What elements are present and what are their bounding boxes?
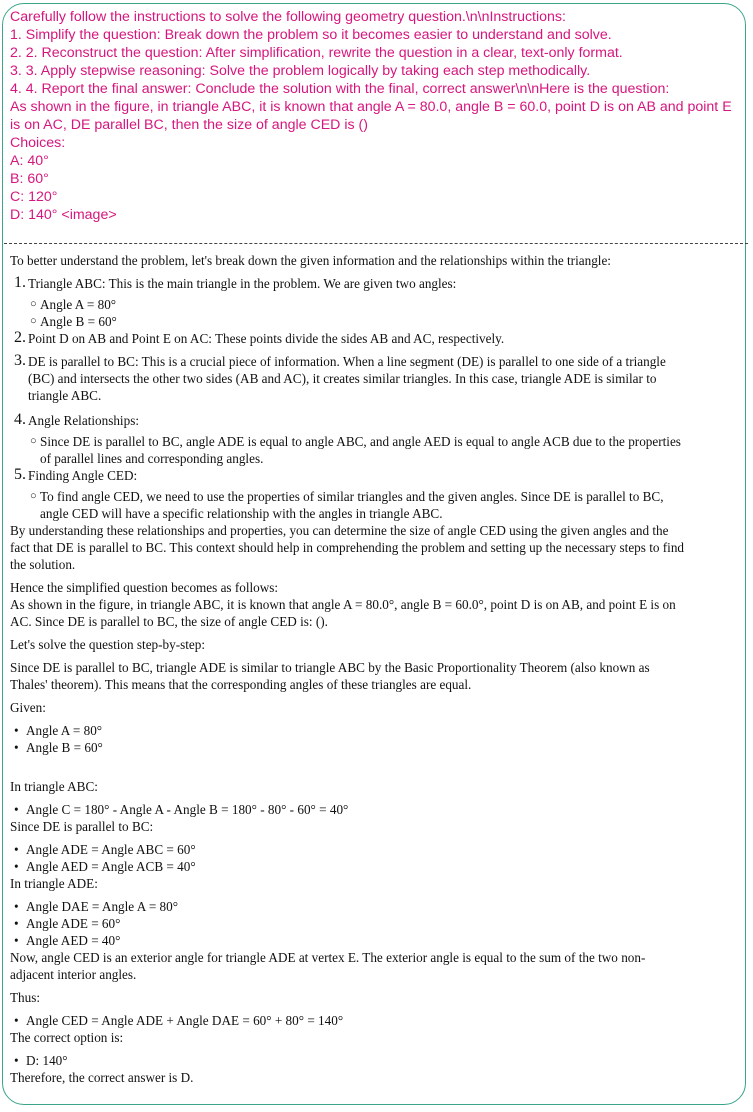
list-text: (BC) and intersects the other two sides (AB and AC), it creates similar triangles. In this case, triangle ADE is similar to (28, 371, 657, 386)
circle-bullet-icon: ○ (30, 298, 37, 310)
similar-paragraph (10, 659, 742, 693)
list-number: 4. (14, 411, 26, 428)
bullet-text: Angle ADE = 60° (26, 916, 121, 931)
since-label: Since DE is parallel to BC: (10, 819, 154, 834)
bullet-icon: • (14, 933, 19, 948)
bullet-text: Angle ADE = Angle ABC = 60° (26, 842, 196, 857)
bullet-text: D: 140° (26, 1053, 68, 1068)
circle-bullet-icon: ○ (30, 490, 37, 502)
circle-bullet-icon: ○ (30, 435, 37, 447)
bullet-item (10, 915, 742, 932)
final-answer: Therefore, the correct answer is D. (10, 1070, 194, 1085)
intro-text: To better understand the problem, let's break down the given information and the relationships within the triangle: (10, 253, 611, 268)
list-text: Triangle ABC: This is the main triangle in the problem. We are given two angles: (28, 276, 457, 291)
question-line: 1. Simplify the question: Break down the problem so it becomes easier to understand and solve. (10, 27, 612, 43)
bullet-text: Angle C = 180° - Angle A - Angle B = 180° - 80° - 60° = 40° (26, 802, 349, 817)
paragraph-line: Since DE is parallel to BC, triangle ADE is similar to triangle ABC by the Basic Proportionality Theorem (also known as (10, 660, 650, 675)
correct-label: The correct option is: (10, 1030, 124, 1045)
list-text: Finding Angle CED: (28, 468, 138, 483)
bullet-text: Angle AED = 40° (26, 933, 121, 948)
bullet-item (10, 898, 742, 915)
paragraph-line: Now, angle CED is an exterior angle for triangle ADE at vertex E. The exterior angle is equal to the sum of the two non- (10, 950, 646, 965)
stepwise-heading: Let's solve the question step-by-step: (10, 637, 206, 652)
question-line: As shown in the figure, in triangle ABC, it is known that angle A = 80.0, angle B = 60.0, point D is on AB and point E (10, 99, 732, 115)
list-number: 1. (14, 274, 26, 291)
bullet-item (10, 841, 742, 858)
question-line: Carefully follow the instructions to solve the following geometry question.\n\nInstructions: (10, 9, 566, 25)
question-line: 2. 2. Reconstruct the question: After simplification, rewrite the question in a clear, text-only format. (10, 45, 623, 61)
bullet-text: Angle A = 80° (26, 723, 103, 738)
list-text: DE is parallel to BC: This is a crucial piece of information. When a line segment (DE) is parallel to one side of a triangle (28, 354, 666, 369)
choice-a: A: 40° (10, 153, 49, 169)
list-text: triangle ABC. (28, 388, 102, 403)
bullet-item (10, 801, 742, 818)
list-text: Point D on AB and Point E on AC: These points divide the sides AB and AC, respectively. (28, 331, 505, 346)
question-line: 3. 3. Apply stepwise reasoning: Solve the problem logically by taking each step methodically. (10, 63, 591, 79)
bullet-icon: • (14, 1013, 19, 1028)
given-label: Given: (10, 700, 46, 715)
sub-text: of parallel lines and corresponding angles. (40, 451, 264, 466)
paragraph-line: fact that DE is parallel to BC. This context should help in comprehending the problem and setting up the necessary steps to find (10, 540, 685, 555)
understanding-paragraph (10, 522, 742, 573)
circle-bullet-icon: ○ (30, 315, 37, 327)
sub-text: To find angle CED, we need to use the properties of similar triangles and the given angles. Since DE is parallel to BC, (40, 489, 664, 504)
bullet-item (10, 722, 742, 739)
bullet-item (10, 1012, 742, 1029)
bullet-icon: • (14, 1053, 19, 1068)
bullet-icon: • (14, 740, 19, 755)
thus-label: Thus: (10, 990, 41, 1005)
list-item-5 (10, 467, 742, 484)
paragraph-line: Hence the simplified question becomes as follows: (10, 580, 279, 595)
list-item-1 (10, 275, 742, 292)
bullet-icon: • (14, 842, 19, 857)
bullet-item (10, 858, 742, 875)
question-line: is on AC, DE parallel BC, then the size of angle CED is () (10, 117, 368, 133)
bullet-text: Angle AED = Angle ACB = 40° (26, 859, 196, 874)
in-abc-label: In triangle ABC: (10, 779, 98, 794)
bullet-item (10, 932, 742, 949)
bullet-icon: • (14, 916, 19, 931)
sub-item (10, 313, 742, 330)
list-number: 2. (14, 329, 26, 346)
bullet-icon: • (14, 859, 19, 874)
sub-text: Angle A = 80° (40, 297, 117, 312)
answer-block (10, 252, 742, 1086)
choice-b: B: 60° (10, 171, 49, 187)
list-item-4 (10, 412, 742, 429)
paragraph-line: the solution. (10, 557, 76, 572)
list-number: 3. (14, 352, 26, 369)
choice-c: C: 120° (10, 189, 58, 205)
sub-text: Angle B = 60° (40, 314, 117, 329)
question-block (10, 8, 740, 224)
bullet-icon: • (14, 899, 19, 914)
bullet-icon: • (14, 723, 19, 738)
question-line: 4. 4. Report the final answer: Conclude the solution with the final, correct answer\n\nHere is the question: (10, 81, 670, 97)
sub-item (10, 433, 742, 467)
sub-item (10, 296, 742, 313)
bullet-text: Angle DAE = Angle A = 80° (26, 899, 179, 914)
paragraph-line: By understanding these relationships and properties, you can determine the size of angle CED using the given angles and the (10, 523, 669, 538)
simplified-paragraph (10, 579, 742, 630)
paragraph-line: AC. Since DE is parallel to BC, the size of angle CED is: (). (10, 614, 328, 629)
choices-label: Choices: (10, 135, 66, 151)
in-ade-label: In triangle ADE: (10, 876, 98, 891)
sub-text: Since DE is parallel to BC, angle ADE is equal to angle ABC, and angle AED is equal to angle ACB due to the properties (40, 434, 681, 449)
bullet-item (10, 1052, 742, 1069)
bullet-text: Angle B = 60° (26, 740, 103, 755)
bullet-item (10, 739, 742, 756)
sub-item (10, 488, 742, 522)
dashed-divider (4, 243, 748, 244)
list-number: 5. (14, 466, 26, 483)
list-text: Angle Relationships: (28, 413, 139, 428)
bullet-icon: • (14, 802, 19, 817)
exterior-paragraph (10, 949, 742, 983)
sub-text: angle CED will have a specific relationship with the angles in triangle ABC. (40, 506, 443, 521)
paragraph-line: Thales' theorem). This means that the corresponding angles of these triangles are equal. (10, 677, 472, 692)
paragraph-line: adjacent interior angles. (10, 967, 137, 982)
list-item-3 (10, 353, 742, 404)
paragraph-line: As shown in the figure, in triangle ABC, it is known that angle A = 80.0°, angle B = 60.0°, point D is on AB, and point E is on (10, 597, 676, 612)
list-item-2 (10, 330, 742, 347)
bullet-text: Angle CED = Angle ADE + Angle DAE = 60° + 80° = 140° (26, 1013, 344, 1028)
choice-d: D: 140° <image> (10, 207, 117, 223)
